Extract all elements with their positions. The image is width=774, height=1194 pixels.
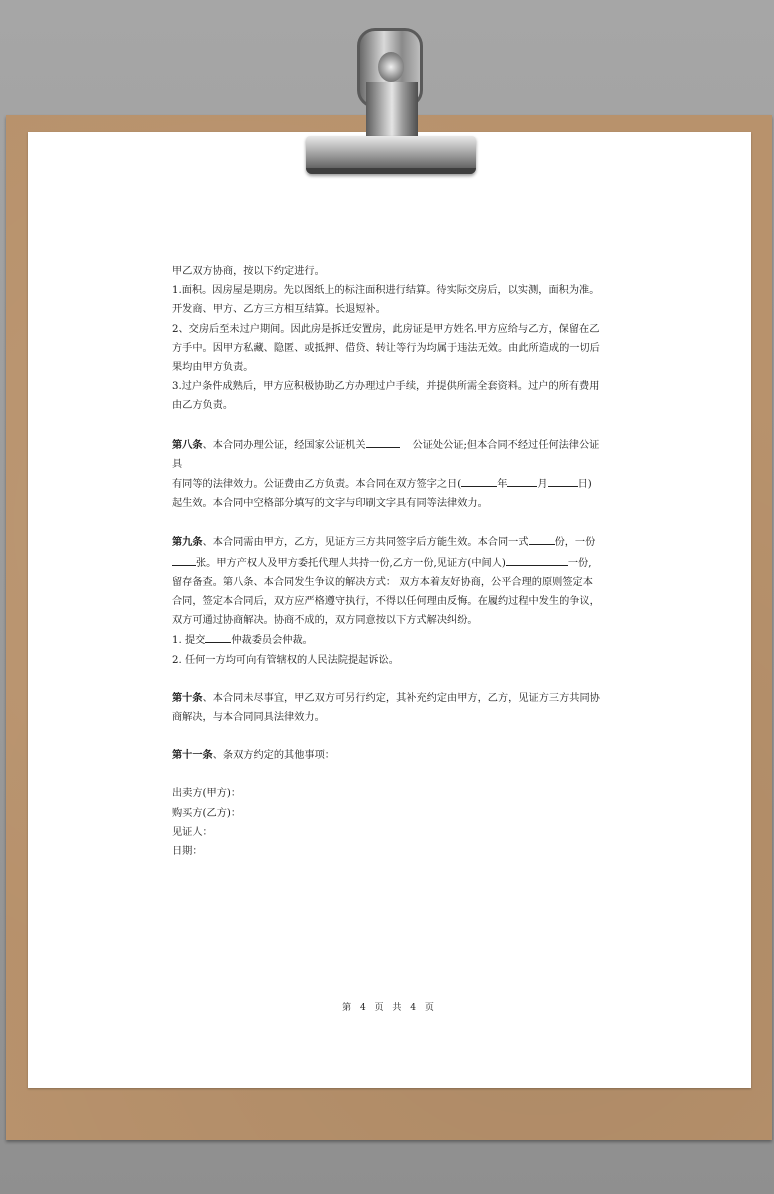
item-1-line-1: 1.面积。因房屋是期房。先以图纸上的标注面积进行结算。待实际交房后，以实测，面积为准。 — [172, 285, 600, 297]
article-9-option-2: 2. 任何一方均可向有管辖权的人民法院提起诉讼。 — [172, 654, 399, 666]
article-10-line-2: 商解决，与本合同同具法律效力。 — [172, 712, 325, 724]
article-10-line-1: 第十条、本合同未尽事宜，甲乙双方可另行约定，其补充约定由甲方，乙方，见证方三方共同协 — [172, 691, 600, 704]
day-blank — [548, 474, 578, 487]
article-10-title: 第十条 — [172, 691, 203, 704]
seller-signature-line: 出卖方(甲方)： — [172, 788, 242, 800]
article-9-title: 第九条 — [172, 536, 203, 549]
article-9-line-3: 留存备查。第八条、本合同发生争议的解决方式： 双方本着友好协商，公平合理的原则签定本 — [172, 576, 593, 588]
clip-body-icon — [366, 82, 418, 140]
copies-blank — [529, 532, 555, 545]
item-1-line-2: 开发商、甲方、乙方三方相互结算。长退短补。 — [172, 304, 386, 316]
arbitration-blank — [205, 630, 231, 643]
item-2-line-2: 方手中。因甲方私藏、隐匿、或抵押、借贷、转让等行为均属于违法无效。由此所造成的一切后 — [172, 342, 600, 354]
article-8-line-3: 起生效。本合同中空格部分填写的文字与印刷文字具有同等法律效力。 — [172, 498, 488, 510]
buyer-signature-line: 购买方(乙方)： — [172, 807, 242, 819]
article-9-line-1: 第九条、本合同需由甲方，乙方，见证方三方共同签字后方能生效。本合同一式 份，一份 — [172, 532, 602, 552]
notary-blank — [366, 435, 400, 448]
year-blank — [461, 474, 497, 487]
article-9-line-4: 合同，签定本合同后，双方应严格遵守执行，不得以任何理由反悔。在履约过程中发生的争议， — [172, 596, 600, 608]
item-3-line-1: 3.过户条件成熟后，甲方应积极协助乙方办理过户手续，并提供所需全套资料。过户的所有费用 — [172, 381, 600, 393]
article-8-title: 第八条 — [172, 438, 203, 451]
article-8-line-2: 有同等的法律效力。公证费由乙方负责。本合同在双方签字之日( 年 月 日) — [172, 474, 602, 494]
clip-hole-icon — [378, 52, 404, 82]
article-9-line-2: 张。甲方产权人及甲方委托代理人共持一份,乙方一份,见证方(中间人) 一份, — [172, 553, 602, 573]
item-2-line-3: 果均由甲方负责。 — [172, 362, 254, 374]
article-8-line-1: 第八条、本合同办理公证，经国家公证机关 公证处公证;但本合同不经过任何法律公证具 — [172, 435, 602, 474]
witness-blank — [506, 553, 568, 566]
month-blank — [507, 474, 537, 487]
item-2-line-1: 2、交房后至未过户期间。因此房是拆迁安置房，此房证是甲方姓名.甲方应给与乙方，保留在乙 — [172, 323, 600, 335]
witness-signature-line: 见证人： — [172, 826, 213, 838]
article-11-line: 第十一条、条双方约定的其他事项： — [172, 749, 335, 762]
intro-line: 甲乙双方协商，按以下约定进行。 — [172, 266, 325, 277]
contract-text — [172, 262, 602, 861]
clip-edge-icon — [306, 168, 476, 174]
date-line: 日期： — [172, 846, 203, 858]
item-3-line-2: 由乙方负责。 — [172, 400, 234, 412]
article-11-title: 第十一条 — [172, 749, 213, 762]
sheets-blank — [172, 553, 196, 566]
page-number: 第 4 页 共 4 页 — [342, 1003, 437, 1013]
article-9-option-1: 1. 提交 仲裁委员会仲裁。 — [172, 630, 602, 650]
article-9-line-5: 双方可通过协商解决。协商不成的，双方同意按以下方式解决纠纷。 — [172, 615, 478, 627]
